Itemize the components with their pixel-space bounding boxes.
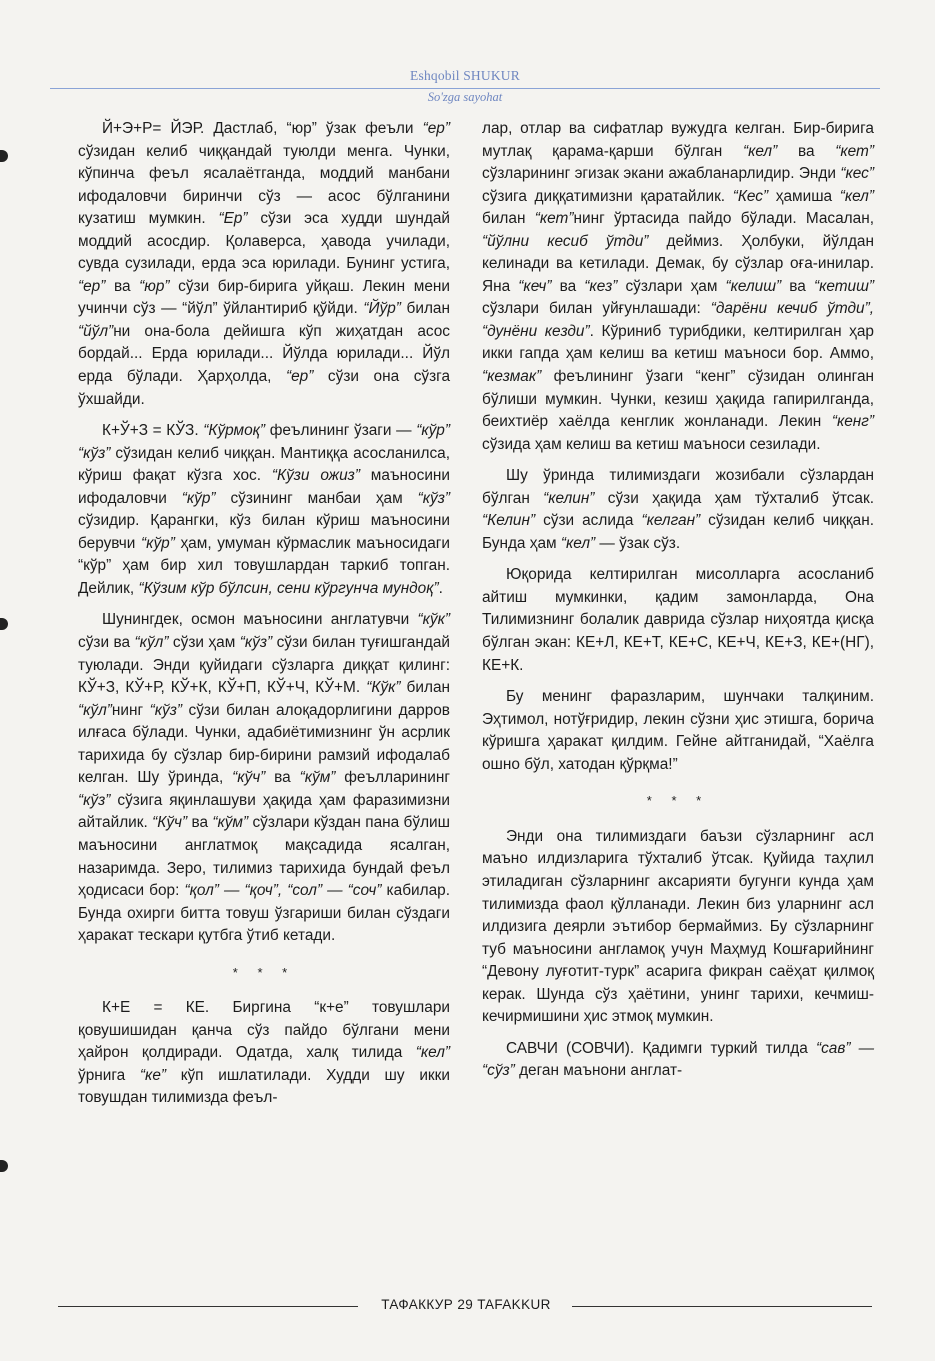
italic-term: “сав” — “сўз” [482, 1039, 874, 1080]
text-run: Бу менинг фаразларим, шунчаки талқиним. Эҳтимол, нотўғридир, лекин сўзни ҳис этишга, борича кўришга ҳаракат қилдим. Гейне айтганидай, “Хаёлга ошно бўл, хатодан қўрқма!” [482, 688, 874, 773]
text-run: маъносини ифодаловчи [78, 467, 451, 507]
text-run: билан [400, 679, 450, 697]
italic-term: “кўр” [181, 489, 216, 507]
italic-term: “ке” [139, 1066, 166, 1084]
italic-term: “кел” [560, 534, 596, 552]
text-run: сўзи аслида [535, 512, 642, 530]
italic-term: “кўк” [417, 611, 450, 629]
header-author: Eshqobil SHUKUR [410, 68, 520, 83]
italic-term: “кўл” [134, 634, 169, 652]
right-column [482, 118, 874, 1092]
text-run: сўзида ҳам келиш ва кетиш маъноси сезилади. [482, 435, 821, 453]
text-run: Й+Э+Р= ЙЭР. Дастлаб, “юр” ўзак феъли [102, 120, 423, 137]
italic-term: “кўз” [239, 634, 273, 652]
header-subtitle: So'zga sayohat [427, 90, 503, 104]
text-run: сўзлари ҳам [617, 277, 726, 295]
italic-term: “ер” [422, 120, 450, 137]
left-column [78, 118, 450, 1119]
paragraph [482, 826, 874, 1029]
text-run: феълининг ўзаги — [265, 422, 417, 440]
italic-term: “кел” [415, 1044, 450, 1062]
italic-term: “Йўр” [363, 300, 401, 318]
text-run: Энди она тилимиздаги баъзи сўзларнинг асл маъно илдизларига тўхталиб ўтсак. Қуйида таҳлил этиладиган сўзларнинг аксарияти бугунги кунда ҳам тилимизда фаол қўлланади. Лекин биз уларнинг асл илдизига деярли эътибор бермаймиз. Бу сўзларнинг туб маъносини англамоқ учун Маҳмуд Кошғарийнинг “Девону луғотит-турк” асарига фикран саёҳат қилмоқ керак. Шунда сўз ҳаётини, унинг тарихи, кечмиш-кечирмишини ҳис этмоқ мумкин. [482, 827, 874, 1026]
italic-term: “кенг” [831, 413, 874, 431]
text-run: . Кўриниб турибдики, келтирилган ҳар икки гапда ҳам келиш ва кетиш маъноси бор. Аммо, [482, 322, 874, 363]
text-run: билан [400, 300, 450, 318]
italic-term: “келин” [543, 489, 595, 507]
text-run: ни она-бола дейишга кўп жиҳатдан асос бордай... Ерда юрилади... Йўлда юрилади... Йўл ерда бўлади. Ҳарҳолда, [78, 322, 450, 386]
italic-term: “кўз” [149, 701, 183, 719]
text-run: сўзидан келиб чиққан. Бунда ҳам [482, 512, 874, 552]
italic-term: “кўз” [78, 791, 111, 809]
paragraph [78, 997, 450, 1110]
text-run: деймиз. Ҳолбуки, йўлдан келинади ва кетилади. Демак, бу сўзлар оға-инилар. Яна [482, 232, 874, 295]
italic-term: “кез” [584, 277, 618, 295]
italic-term: “кўл” [78, 701, 112, 719]
text-run: нинг ўртасида пайдо бўлади. Масалан, [573, 210, 874, 228]
text-run: сўзлари кўздан пана бўлиш маъносини англатмоқ мақсадида ясалган, назаримда. Зеро, тилимиз тарихида бундай феъл ҳодисаси бор: [78, 814, 450, 900]
text-run: сўзи эса худди шундай моддий асосдир. Қолаверса, ҳавода училади, сувда сузилади, ерда эса юрилади. Бунинг устига, [78, 210, 451, 273]
italic-term: “Келин” [482, 512, 536, 530]
text-run: сўзлари билан уйғунлашади: [482, 300, 711, 318]
header-rule [50, 88, 880, 89]
footer-rule-right [572, 1306, 872, 1307]
text-run: сўзига диққатимизни қаратайлик. [482, 187, 733, 205]
paragraph [78, 609, 450, 947]
italic-term: “кетиш” [813, 277, 874, 295]
italic-term: “кўр” “кўз” [78, 422, 450, 462]
text-run: сўзидан келиб чиққандай туюлди менга. Чунки, кўпинча феъл ясалаётганда, моддий манбани ифодаловчи биринчи сўз — асос бўлганини кузатиш мумкин. [78, 142, 450, 228]
text-run: К+Е = КЕ. Биргина “к+е” товушлари қовушишидан қанча сўз пайдо бўлгани мени ҳайрон қолдиради. Одатда, халқ тилида [78, 999, 450, 1062]
text-run: Юқорида келтирилган мисолларга асосланиб айтиш мумкинки, қадим замонларда, Она Тилимизнинг болалик даврида сўзлар ниҳоятда қисқа бўлган экан: КЕ+Л, КЕ+Т, КЕ+С, КЕ+Ч, КЕ+З, КЕ+(НГ), КЕ+К. [482, 566, 874, 674]
text-run: ўрнига [78, 1066, 140, 1084]
text-run: сўзидан келиб чиққан. Мантиққа асосланилса, кўриш фақат кўзга хос. [78, 444, 450, 485]
text-run: ва [187, 814, 213, 832]
text-run: ва [265, 769, 300, 787]
text-run: сўзидир. Қарангки, кўз билан кўриш маъносини берувчи [78, 512, 450, 552]
text-run: сўзи она сўзга ўхшайди. [78, 368, 450, 408]
italic-term: “йўл” [78, 322, 114, 340]
italic-term: “кўм” [299, 769, 336, 787]
italic-term: “кет” [534, 210, 574, 228]
italic-term: “Кўрмоқ” [203, 422, 266, 440]
paragraph [482, 564, 874, 677]
italic-term: “Кўч” [152, 814, 188, 832]
text-run: . [438, 579, 443, 597]
text-run: САВЧИ (СОВЧИ). Қадимги туркий тилда [506, 1039, 816, 1057]
italic-term: “дарёни кечиб ўтди”, “дунёни кезди” [482, 300, 874, 340]
text-run: ва [777, 142, 836, 160]
footer-page-label: ТАФАККУР 29 TAFAKKUR [381, 1297, 551, 1312]
binder-hole [0, 1160, 8, 1172]
italic-term: “келган” [641, 512, 701, 530]
italic-term: “кеч” [518, 277, 552, 295]
paragraph [482, 118, 874, 456]
text-run: сўзининг манбаи ҳам [215, 489, 418, 507]
text-run: Шу ўринда тилимиздаги жозибали сўзлардан бўлган [482, 467, 874, 507]
italic-term: “кес” [840, 165, 874, 183]
italic-term: “ер” [286, 368, 314, 386]
binder-hole [0, 618, 8, 630]
section-separator: * * * [232, 964, 296, 980]
text-run: билан [482, 210, 535, 228]
italic-term: “кел” [742, 142, 778, 160]
italic-term: “кўч” [232, 769, 266, 787]
footer-rule-left [58, 1306, 358, 1307]
italic-term: “Кўк” [366, 679, 401, 697]
text-run: сўзи ҳам [168, 634, 240, 652]
text-run: кўп ишлатилади. Худди шу икки товушдан тилимизда феъл- [78, 1066, 450, 1107]
italic-term: “юр” [139, 277, 170, 295]
text-run: феълларининг [335, 769, 450, 787]
italic-term: “кўр” [141, 534, 175, 552]
italic-term: “Кес” [732, 187, 769, 205]
text-run: ҳамиша [768, 187, 840, 205]
binder-hole [0, 150, 8, 162]
text-run: кабилар. Бунда охирги битта товуш ўзгариши билан сўздаги ҳаракат тескари қутбга ўтиб кетади. [78, 882, 450, 945]
paragraph [78, 118, 450, 411]
italic-term: “йўлни кесиб ўтди” [482, 232, 649, 250]
text-run: сўзи билан алоқадорлигини дарров илғаса бўлади. Чунки, адабиётимизнинг ўн асрлик тарихида бу сўзлар бир-бирини рамзий ифодалаб келган. Шу ўринда, [78, 701, 450, 787]
italic-term: “Кўзи ожиз” [271, 467, 360, 485]
italic-term: “кезмак” [482, 368, 542, 386]
paragraph [482, 465, 874, 555]
paragraph [482, 686, 874, 776]
page-footer [50, 1296, 880, 1316]
italic-term: “ер” [78, 277, 106, 295]
text-run: сўзларининг эгизак экани ажабланарлидир. Энди [482, 165, 841, 183]
italic-term: “келиш” [725, 277, 782, 295]
italic-term: “кел” [839, 187, 874, 205]
italic-term: “Кўзим кўр бўлсин, сени кўргунча мундоқ” [138, 579, 439, 597]
text-run: — ўзак сўз. [595, 534, 681, 552]
text-run: К+Ў+З = КЎЗ. [102, 422, 204, 440]
text-run: нинг [111, 701, 150, 719]
italic-term: “кет” [835, 142, 874, 160]
italic-term: “кўз” [417, 489, 450, 507]
section-separator: * * * [646, 793, 710, 809]
text-run: ва [781, 277, 814, 295]
italic-term: “қол” — “қоч”, “сол” — “соч” [184, 882, 382, 900]
text-run: деган маънони англат- [514, 1062, 683, 1080]
text-run: сўзи билан туғишгандай туюлади. Энди қуйидаги сўзларга диққат қилинг: КЎ+З, КЎ+Р, КЎ+К, КЎ+П, КЎ+Ч, КЎ+М. [78, 634, 450, 697]
text-run: ва [551, 277, 585, 295]
paragraph [482, 1038, 874, 1083]
italic-term: “Ер” [218, 210, 248, 228]
text-run: ҳам, умуман кўрмаслик маъносидаги “кўр” ҳам бир хил товушлардан таркиб топган. Дейлик, [78, 534, 450, 597]
text-run: лар, отлар ва сифатлар вужудга келган. Бир-бирига мутлақ қарама-қарши бўлган [482, 120, 874, 160]
text-run: Шунингдек, осмон маъносини англатувчи [102, 611, 418, 629]
text-run: сўзига яқинлашуви ҳақида ҳам фаразимизни айтайлик. [78, 791, 450, 832]
text-run: ва [105, 277, 140, 295]
text-run: сўзи ҳақида ҳам тўхталиб ўтсак. [594, 489, 874, 507]
paragraph [78, 420, 450, 600]
text-run: сўзи бир-бирига уйқаш. Лекин мени учинчи сўз — “йўл” ўйлантириб қўйди. [78, 277, 450, 318]
italic-term: “кўм” [212, 814, 249, 832]
text-run: феълининг ўзаги “кенг” сўзидан олинган бўлиши мумкин. Чунки, кезиш ҳақида гапирилганда, беихтиёр хаёлда кенглик жонланади. Лекин [482, 368, 874, 431]
text-run: сўзи ва [78, 634, 135, 652]
